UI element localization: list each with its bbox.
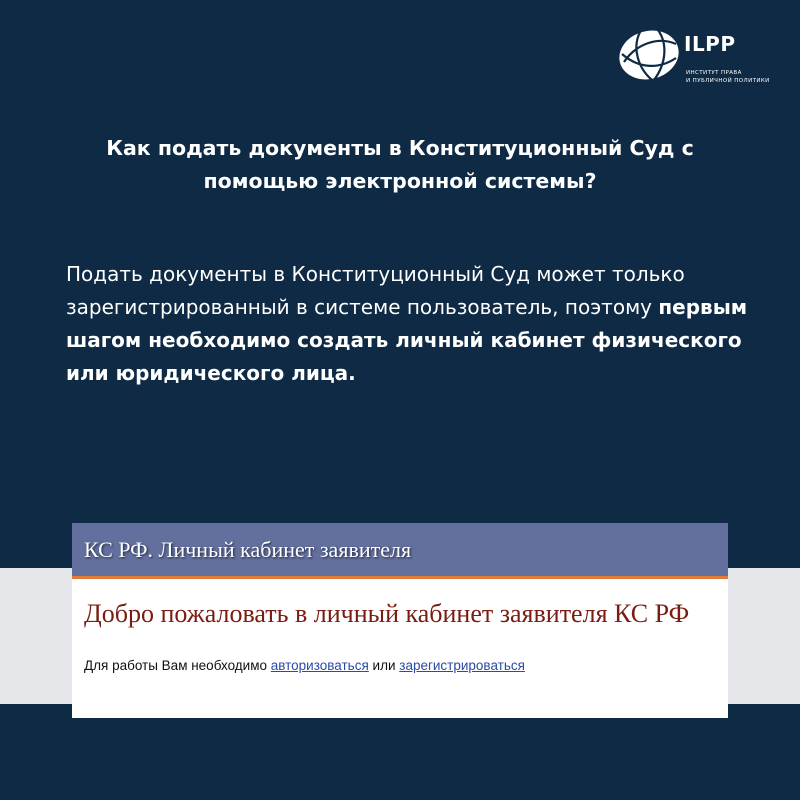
page-title-line1: Как подать документы в Конституционный Суд с [106, 136, 694, 160]
logo-subtitle [686, 69, 770, 85]
login-link[interactable]: авторизоваться [270, 658, 369, 673]
note-middle: или [368, 658, 400, 673]
note-prefix: Для работы Вам необходимо [84, 658, 271, 673]
lead-regular-text: Подать документы в Конституционный Суд может только зарегистрированный в системе пользователь, поэтому [66, 262, 685, 319]
portal-login-note [84, 658, 525, 673]
logo-name: ILPP [684, 32, 736, 56]
portal-header [72, 523, 728, 579]
register-link[interactable]: зарегистрироваться [399, 658, 525, 673]
logo-subtitle-line2: И ПУБЛИЧНОЙ ПОЛИТИКИ [686, 78, 770, 84]
portal-screenshot [72, 523, 728, 718]
ilpp-logo [618, 24, 788, 94]
page-title [40, 132, 760, 198]
logo-subtitle-line1: ИНСТИТУТ ПРАВА [686, 70, 742, 76]
portal-welcome-heading: Добро пожаловать в личный кабинет заявителя КС РФ [84, 599, 690, 628]
lead-bold-text: первым шагом необходимо создать личный кабинет физического или юридического лица. [66, 295, 748, 385]
portal-header-title: КС РФ. Личный кабинет заявителя [84, 537, 412, 562]
page-title-line2: помощью электронной системы? [203, 169, 597, 193]
lead-paragraph [66, 258, 756, 390]
globe-lines-icon [618, 24, 680, 86]
